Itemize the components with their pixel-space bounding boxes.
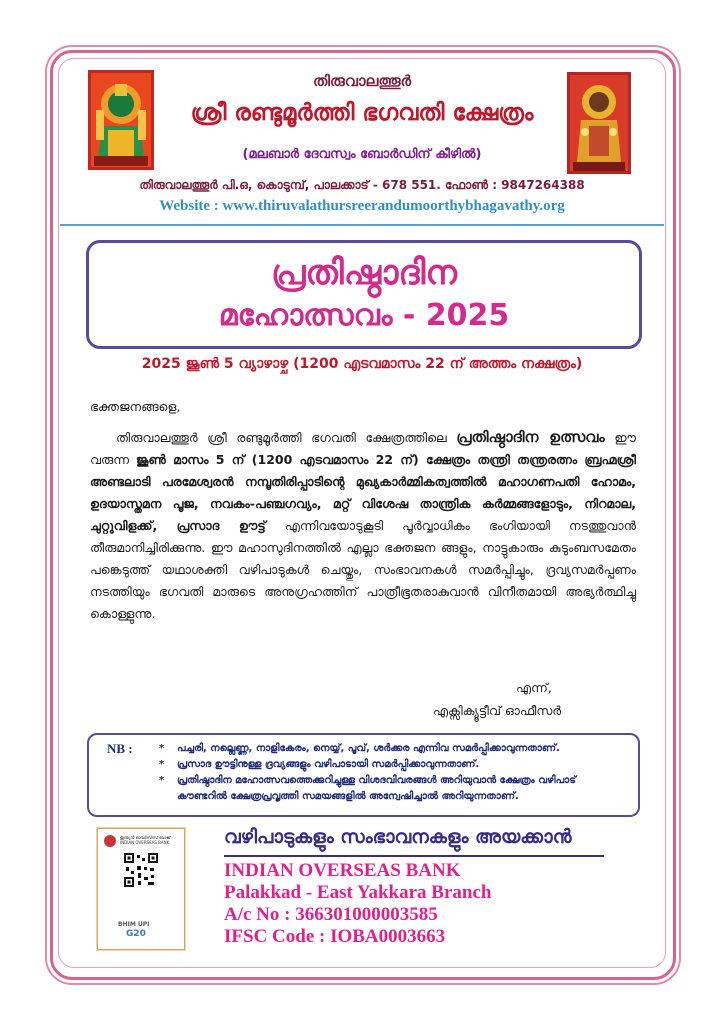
temple-name: ശ്രീ രണ്ടുമൂർത്തി ഭഗവതി ക്ഷേത്രം bbox=[190, 100, 534, 126]
letter-part-2: ജൂൺ മാസം 5 ന് (1200 എടവമാസം 22 ന്) ക്ഷേത്രം തന്ത്രി തന്ത്രരത്നം ബ്രഹ്മശ്രീ അണ്ടലാടി പരമേശ്വരൻ നമ്പൂതിരിപ്പാടിന്റെ മുഖ്യകാർമ്മികത്വത്തിൽ മഹാഗണപതി ഹോമം, ഉദയാസ്തമന പൂജ, നവകം-പഞ്ചഗവ്യം, മറ്റ് വിശേഷ താന്ത്രിക കർമ്മങ്ങളോടും, നിറമാല, ചുറ്റുവിളക്ക്, പ്രസാദ ഊട്ട് bbox=[90, 452, 636, 533]
temple-address: തിരുവാലത്തൂർ പി.ഒ, കൊടുമ്പ്, പാലക്കാട് - 678 551. ഫോൺ : 9847264388 bbox=[139, 178, 585, 192]
upi-qr-card bbox=[97, 828, 185, 950]
temple-place: തിരുവാലത്തൂർ bbox=[313, 72, 411, 90]
bank-logo-icon bbox=[104, 835, 116, 847]
nb-item bbox=[159, 773, 619, 805]
offering-title: വഴിപാടുകളും സംഭാവനകളും അയക്കാൻ bbox=[224, 826, 572, 848]
g20-logo: G20 bbox=[126, 929, 146, 939]
letter-highlight: പ്രതിഷ്ഠാദിന ഉത്സവം bbox=[456, 428, 605, 446]
bank-branch: Palakkad - East Yakkara Branch bbox=[224, 882, 492, 903]
salutation: ഭക്തജനങ്ങളെ, bbox=[90, 399, 181, 414]
bullet-star: * bbox=[159, 775, 165, 786]
account-number: A/c No : 366301000003585 bbox=[224, 904, 438, 925]
signatory: എക്സിക്യൂട്ടീവ് ഓഫീസർ bbox=[433, 703, 562, 718]
letter-body bbox=[90, 426, 636, 625]
nb-item bbox=[159, 757, 619, 773]
bank-name: INDIAN OVERSEAS BANK bbox=[224, 860, 461, 881]
letter-part-3: എന്നിവയോടുകൂടി പൂർവ്വാധികം ഭംഗിയായി നടത്തുവാൻ തീരുമാനിച്ചിരിക്കുന്നു. ഈ മഹാസുദിനത്തിൽ എല്ലാ ഭക്തജന ങ്ങളും, നാട്ടുകാരും കുടുംബസമേതം പങ്കെടുത്ത് യഥാശക്തി വഴിപാടുകൾ ചെയ്തും, സംഭാവനകൾ സമർപ്പിച്ചും, ദ്രവ്യസമർപ്പണം നടത്തിയും ഭഗവതി മാരുടെ അനുഗ്രഹത്തിന് പാത്രീഭൂതരാകുവാൻ വിനീതമായി അഭ്യർത്ഥിച്ചു കൊള്ളുന്നു. bbox=[90, 518, 636, 621]
nb-box bbox=[87, 733, 640, 817]
qr-code-icon[interactable] bbox=[124, 853, 158, 887]
bullet-star: * bbox=[159, 743, 165, 754]
bhim-upi-logo: BHIM UPI bbox=[118, 921, 150, 928]
bullet-star: * bbox=[159, 759, 165, 770]
header-divider bbox=[60, 224, 664, 226]
nb-item-text: പച്ചരി, നല്ലെണ്ണ, നാളികേരം, നെയ്യ്, പൂവ്, ശർക്കര എന്നിവ സമർപ്പിക്കാവുന്നതാണ്. bbox=[177, 743, 560, 754]
title-box bbox=[86, 240, 642, 349]
offering-underline bbox=[224, 855, 604, 857]
nb-label: NB : bbox=[107, 741, 133, 756]
nb-item-text: പ്രതിഷ്ഠാദിന മഹോത്സവത്തെക്കുറിച്ചുള്ള വിശദവിവരങ്ങൾ അറിയുവാൻ ക്ഷേത്രം വഴിപാട് കൗണ്ടറിൽ ക്ഷേത്രപ്രവൃത്തി സമയങ്ങളിൽ അന്വേഷിച്ചാൽ അറിയുന്നതാണ്. bbox=[177, 775, 576, 802]
event-date: 2025 ജൂൺ 5 വ്യാഴാഴ്ച (1200 എടവമാസം 22 ന് അത്തം നക്ഷത്രം) bbox=[141, 356, 583, 372]
title-line-1: പ്രതിഷ്ഠാദിന bbox=[271, 253, 457, 293]
nb-item-text: പ്രസാദ ഊട്ടിനുള്ള ദ്രവ്യങ്ങളും വഴിപാടായി സമർപ്പിക്കാവുന്നതാണ്. bbox=[177, 759, 480, 770]
letter-part-1: ഈ വരുന്ന bbox=[90, 430, 636, 467]
ifsc-code: IFSC Code : IOBA0003663 bbox=[224, 926, 446, 947]
title-line-2: മഹോത്സവം - 2025 bbox=[218, 298, 510, 333]
temple-website[interactable]: Website : www.thiruvalathursreerandumoorthybhagavathy.org bbox=[159, 198, 565, 214]
temple-board: (മലബാർ ദേവസ്വം ബോർഡിന് കീഴിൽ) bbox=[242, 147, 482, 162]
nb-item bbox=[159, 741, 619, 757]
letter-intro: തിരുവാലത്തൂർ ശ്രീ രണ്ടുമൂർത്തി ഭഗവതി ക്ഷേത്രത്തിലെ bbox=[116, 430, 447, 445]
sign-off: എന്ന്, bbox=[516, 680, 552, 695]
qr-bank-name: ഇന്ത്യൻ ഓവർസീസ് ബാങ്ക് INDIAN OVERSEAS BANK bbox=[120, 835, 171, 845]
